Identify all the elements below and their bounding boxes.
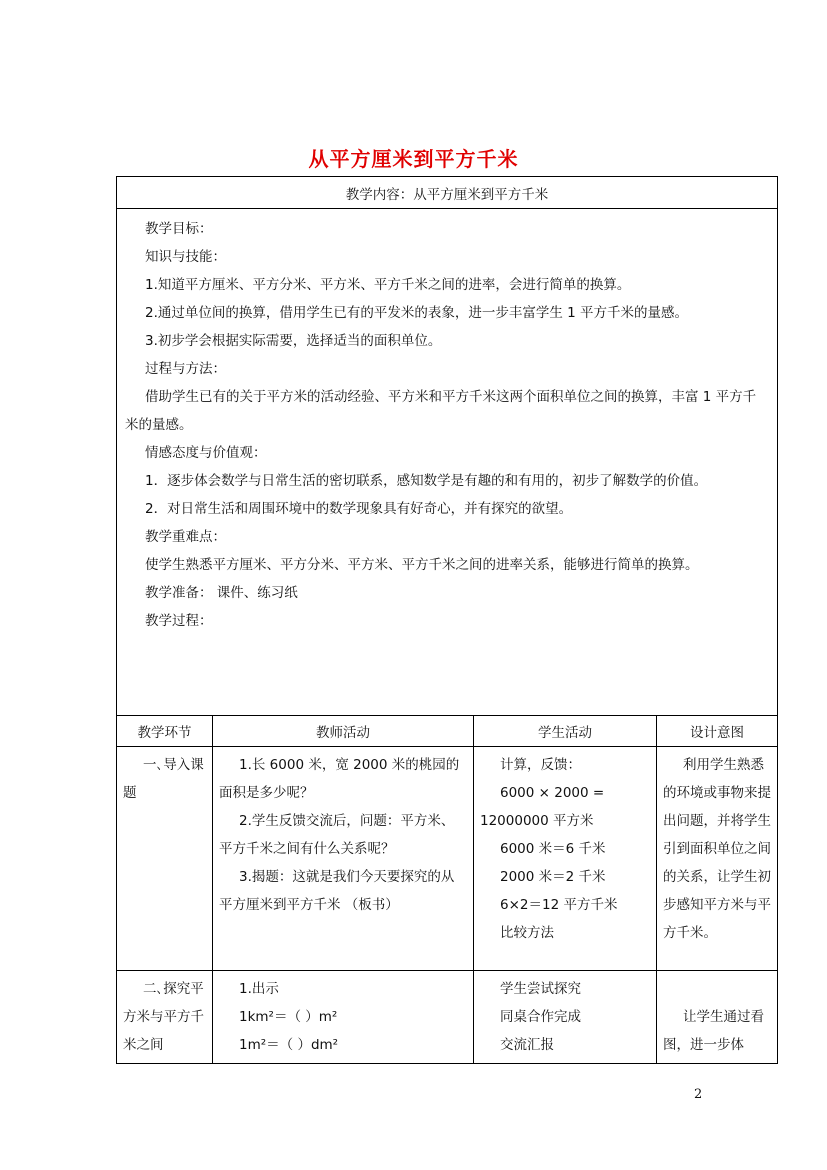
design-intent-cell <box>657 971 778 1064</box>
teacher-line: 1m²＝（ ）dm² <box>239 1037 339 1053</box>
table-row <box>117 971 778 1064</box>
goal-line: 情感态度与价值观： <box>145 445 267 461</box>
student-activity-cell <box>474 971 657 1064</box>
design-intent-cell: 利用学生熟悉的环境或事物来提出问题，并将学生引到面积单位之间的关系，让学生初步感知平方米与平方千米。 <box>657 747 778 971</box>
goal-line: 教学过程： <box>145 613 213 629</box>
goal-line: 1.知道平方厘米、平方分米、平方米、平方千米之间的进率，会进行简单的换算。 <box>145 277 631 293</box>
goal-line: 教学重难点： <box>145 529 226 545</box>
student-line: 交流汇报 <box>500 1037 554 1053</box>
student-line: 2000 米＝2 千米 <box>500 869 606 885</box>
table-header-row <box>117 716 778 747</box>
teacher-line: 3.揭题：这就是我们今天要探究的从平方厘米到平方千米 （板书） <box>219 869 455 913</box>
goal-line: 2.通过单位间的换算，借用学生已有的平发米的表象，进一步丰富学生 1 平方千米的量感。 <box>145 305 689 321</box>
page-number: 2 <box>694 1087 703 1102</box>
table-row <box>117 747 778 971</box>
student-line: 计算，反馈： <box>500 757 581 773</box>
goal-line: 1．逐步体会数学与日常生活的密切联系，感知数学是有趣的和有用的，初步了解数学的价值。 <box>145 473 708 489</box>
student-line: 同桌合作完成 <box>500 1009 581 1025</box>
goal-line: 借助学生已有的关于平方米的活动经验、平方米和平方千米这两个面积单位之间的换算，丰富 1 平方千米的量感。 <box>125 389 757 433</box>
content-header: 教学内容：从平方厘米到平方千米 <box>117 177 778 209</box>
column-header: 学生活动 <box>474 716 657 747</box>
teacher-line: 2.学生反馈交流后，问题：平方米、平方千米之间有什么关系呢？ <box>219 813 455 857</box>
goal-line: 使学生熟悉平方厘米、平方分米、平方米、平方千米之间的进率关系，能够进行简单的换算。 <box>145 557 699 573</box>
student-line: 学生尝试探究 <box>500 981 581 997</box>
stage-cell: 一､导入课题 <box>117 747 213 971</box>
goal-line: 知识与技能： <box>145 249 226 265</box>
student-line: 6×2＝12 平方千米 <box>500 897 618 913</box>
student-line: 6000 × 2000 = 12000000 平方米 <box>480 785 605 829</box>
goal-line: 2．对日常生活和周围环境中的数学现象具有好奇心，并有探究的欲望。 <box>145 501 573 517</box>
goal-line: 过程与方法： <box>145 361 226 377</box>
column-header: 设计意图 <box>657 716 778 747</box>
document-title: 从平方厘米到平方千米 <box>308 147 519 171</box>
teacher-line: 1km²＝（ ）m² <box>239 1009 338 1025</box>
student-line: 比较方法 <box>500 925 554 941</box>
teaching-goals <box>117 209 778 716</box>
lesson-plan-table <box>116 176 778 1064</box>
column-header: 教师活动 <box>213 716 474 747</box>
teacher-activity-cell <box>213 747 474 971</box>
stage-cell: 二､探究平方米与平方千米之间 <box>117 971 213 1064</box>
student-line: 6000 米＝6 千米 <box>500 841 606 857</box>
goal-line: 教学准备： 课件、练习纸 <box>145 585 298 601</box>
teacher-line: 1.出示 <box>239 981 279 997</box>
column-header: 教学环节 <box>117 716 213 747</box>
intent-text: 让学生通过看图，进一步体 <box>663 1009 764 1053</box>
teacher-activity-cell <box>213 971 474 1064</box>
teacher-line: 1.长 6000 米，宽 2000 米的桃园的面积是多少呢？ <box>219 757 460 801</box>
goal-line: 教学目标： <box>145 221 213 237</box>
student-activity-cell <box>474 747 657 971</box>
goal-line: 3.初步学会根据实际需要，选择适当的面积单位。 <box>145 333 442 349</box>
